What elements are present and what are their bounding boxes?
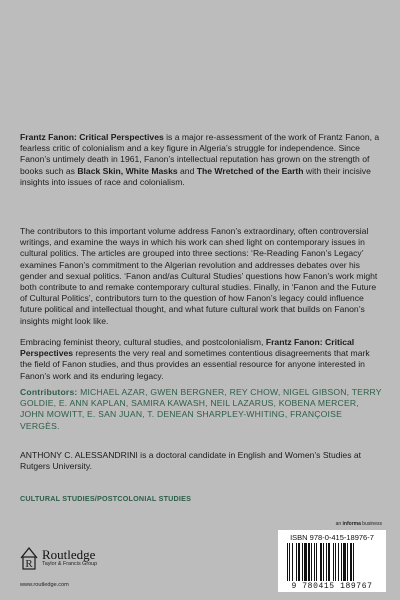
intro-text-3: with their incisive insights into issues of race and colonialism. bbox=[20, 165, 371, 187]
publisher-website: www.routledge.com bbox=[20, 582, 69, 588]
routledge-logo-icon bbox=[20, 546, 38, 570]
editor-bio: ANTHONY C. ALESSANDRINI is a doctoral candidate in English and Women’s Studies at Rutgers University. bbox=[20, 450, 362, 472]
intro-text-2: and bbox=[177, 165, 197, 176]
contributors-paragraph: The contributors to this important volume address Fanon’s extraordinary, often controversial writings, and examine the ways in which his work can shed light on contemporary issues in cultural politics. The articles are grouped into three sections: ‘Re-Reading Fanon’s Legacy’ examines Fanon’s commitment to the Algerian revolution and addresses debates over his gender and sexual politics. ‘Fanon and/as Cultural Studies’ questions how Fanon’s work might both contribute to and remake contemporary cultural studies. Finally, in ‘Fanon and the Future of Cultural Politics’, contributors turn to the question of how Fanon’s legacy could influence future political and intellectual thought, and what future cultural work that builds on Fanon’s insights might look like. bbox=[20, 226, 378, 326]
tagline-brand: informa bbox=[342, 521, 361, 527]
logo-letter: R bbox=[25, 558, 33, 570]
informa-tagline bbox=[336, 521, 382, 527]
tagline-suffix: business bbox=[360, 521, 382, 527]
contributors-list bbox=[20, 387, 382, 432]
contributors-label: Contributors: bbox=[20, 387, 78, 397]
barcode-icon bbox=[286, 543, 380, 581]
summary-paragraph bbox=[20, 337, 382, 382]
book-title-wretched: The Wretched of the Earth bbox=[196, 165, 304, 176]
category-label: CULTURAL STUDIES/POSTCOLONIAL STUDIES bbox=[20, 494, 192, 503]
isbn-barcode bbox=[278, 530, 386, 592]
summary-text-2: represents the very real and sometimes contentious disagreements that mark the field of Fanon studies, and thus provides an essential resource for anyone interested in Fanon’s work and its enduring legacy. bbox=[20, 348, 370, 381]
book-title-2: Frantz Fanon: Critical Perspectives bbox=[20, 337, 355, 359]
summary-text-1: Embracing feminist theory, cultural studies, and postcolonialism, bbox=[20, 337, 266, 347]
publisher-group: Taylor & Francis Group bbox=[42, 561, 98, 568]
contributors-names: MICHAEL AZAR, GWEN BERGNER, REY CHOW, NIGEL GIBSON, TERRY GOLDIE, E. ANN KAPLAN, SAMIRA KAWASH, NEIL LAZARUS, KOBENA MERCER, JOHN MOWITT, E. SAN JUAN, T. DENEAN SHARPLEY-WHITING, FRANÇOISE VERGÈS. bbox=[20, 387, 382, 431]
publisher-name: Routledge bbox=[42, 547, 96, 563]
barcode-digits: 9 780415 189767 bbox=[291, 582, 373, 591]
tagline-prefix: an bbox=[335, 521, 343, 527]
book-title: Frantz Fanon: Critical Perspectives bbox=[20, 132, 164, 142]
intro-paragraph bbox=[20, 132, 382, 188]
publisher-logo bbox=[20, 546, 97, 570]
book-title-black-skin: Black Skin, White Masks bbox=[77, 165, 178, 176]
intro-text-1: is a major re-assessment of the work of Frantz Fanon, a fearless critic of colonialism and a key figure in Algeria’s struggle for independence. Since Fanon’s untimely death in 1961, Fanon’s intellectual reputation has grown on the strength of books such as bbox=[20, 132, 380, 176]
isbn-number: ISBN 978-0-415-18976-7 bbox=[290, 533, 374, 542]
